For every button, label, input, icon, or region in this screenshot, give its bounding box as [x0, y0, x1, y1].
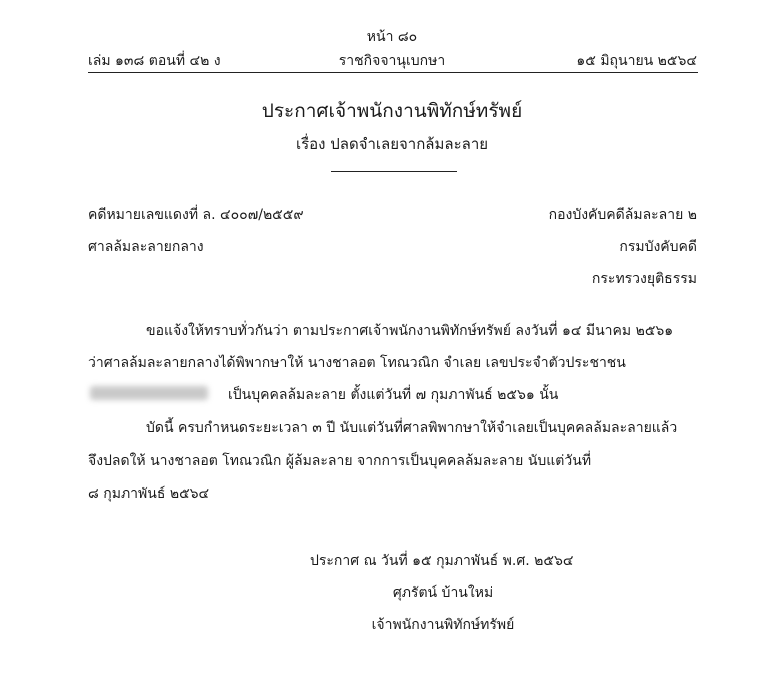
- announcement-date: ประกาศ ณ วันที่ ๑๕ กุมภาพันธ์ พ.ศ. ๒๕๖๔: [310, 553, 574, 569]
- header-rule: [88, 72, 698, 73]
- page-number: หน้า ๘๐: [366, 29, 418, 45]
- volume-issue: เล่ม ๑๓๘ ตอนที่ ๔๒ ง: [88, 53, 221, 69]
- gazette-name: ราชกิจจานุเบกษา: [338, 53, 446, 69]
- announcement-title: ประกาศเจ้าพนักงานพิทักษ์ทรัพย์: [261, 100, 523, 122]
- case-number: คดีหมายเลขแดงที่ ล. ๔๐๐๗/๒๕๕๙: [88, 207, 304, 223]
- title-underline: [331, 171, 457, 172]
- redacted-id-number: [90, 386, 208, 400]
- gazette-date: ๑๕ มิถุนายน ๒๕๖๔: [576, 53, 697, 69]
- body-line: จึงปลดให้ นางชาลอต โทณวณิก ผู้ล้มละลาย จากการเป็นบุคคลล้มละลาย นับแต่วันที่: [88, 453, 592, 469]
- body-line: ว่าศาลล้มละลายกลางได้พิพากษาให้ นางชาลอต โทณวณิก จำเลย เลขประจำตัวประชาชน: [88, 355, 626, 371]
- division-name: กองบังคับคดีล้มละลาย ๒: [548, 207, 697, 223]
- body-line: ขอแจ้งให้ทราบทั่วกันว่า ตามประกาศเจ้าพนักงานพิทักษ์ทรัพย์ ลงวันที่ ๑๔ มีนาคม ๒๕๖๑: [146, 323, 674, 339]
- body-line: เป็นบุคคลล้มละลาย ตั้งแต่วันที่ ๗ กุมภาพันธ์ ๒๕๖๑ นั้น: [228, 387, 559, 403]
- signatory-position: เจ้าพนักงานพิทักษ์ทรัพย์: [371, 617, 515, 633]
- announcement-subject: เรื่อง ปลดจำเลยจากล้มละลาย: [295, 135, 489, 153]
- signatory-name: ศุภรัตน์ บ้านใหม่: [392, 585, 494, 601]
- ministry-name: กระทรวงยุติธรรม: [591, 271, 697, 287]
- court-name: ศาลล้มละลายกลาง: [88, 239, 204, 255]
- body-line: ๘ กุมภาพันธ์ ๒๕๖๔: [88, 486, 210, 502]
- department-name: กรมบังคับคดี: [619, 239, 697, 255]
- body-line: บัดนี้ ครบกำหนดระยะเวลา ๓ ปี นับแต่วันที่ศาลพิพากษาให้จำเลยเป็นบุคคลล้มละลายแล้ว: [146, 420, 678, 436]
